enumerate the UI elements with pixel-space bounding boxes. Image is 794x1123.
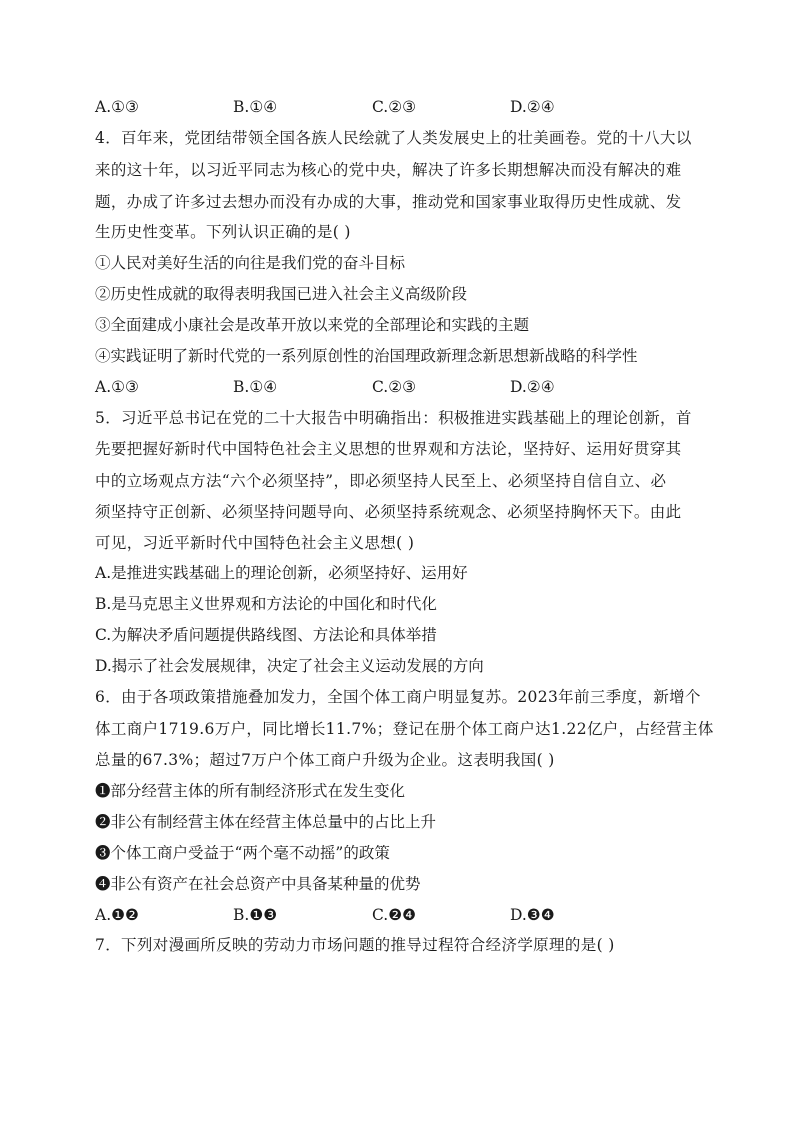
q3-option-a[interactable]: A.①③ [95, 98, 139, 116]
q5-choice-a[interactable]: A.是推进实践基础上的理论创新，必须坚持好、运用好 [95, 564, 468, 582]
q6-stem-line-2: 体工商户1719.6万户，同比增长11.7%；登记在册个体工商户达1.22亿户，占经营主体 [95, 720, 714, 738]
q5-choice-d[interactable]: D.揭示了社会发展规律，决定了社会主义运动发展的方向 [95, 657, 484, 675]
q4-option-a[interactable]: A.①③ [95, 378, 139, 396]
q6-statement-1: ❶部分经营主体的所有制经济形式在发生变化 [95, 782, 406, 800]
q6-option-a[interactable]: A.❶❷ [95, 906, 139, 924]
q4-stem-line-4: 生历史性变革。下列认识正确的是( ) [95, 223, 351, 241]
q4-stem-line-1: 4．百年来，党团结带领全国各族人民绘就了人类发展史上的壮美画卷。党的十八大以 [95, 129, 692, 147]
q3-options [0, 97, 794, 117]
q5-choice-c[interactable]: C.为解决矛盾问题提供路线图、方法论和具体举措 [95, 626, 437, 644]
q5-stem-line-4: 须坚持守正创新、必须坚持问题导向、必须坚持系统观念、必须坚持胸怀天下。由此 [95, 503, 682, 521]
q4-statement-4: ④实践证明了新时代党的一系列原创性的治国理政新理念新思想新战略的科学性 [95, 347, 638, 365]
q4-statement-2: ②历史性成就的取得表明我国已进入社会主义高级阶段 [95, 285, 468, 303]
q5-stem-line-2: 先要把握好新时代中国特色社会主义思想的世界观和方法论，坚持好、运用好贯穿其 [95, 440, 682, 458]
q4-stem-line-3: 题，办成了许多过去想办而没有办成的大事，推动党和国家事业取得历史性成就、发 [95, 193, 682, 211]
q6-option-d[interactable]: D.❸❹ [510, 906, 555, 924]
q5-stem-line-5: 可见，习近平新时代中国特色社会主义思想( ) [95, 534, 415, 552]
q4-option-d[interactable]: D.②④ [510, 378, 555, 396]
q4-option-c[interactable]: C.②③ [372, 378, 417, 396]
q5-stem-line-1: 5．习近平总书记在党的二十大报告中明确指出：积极推进实践基础上的理论创新，首 [95, 409, 692, 427]
q4-statement-3: ③全面建成小康社会是改革开放以来党的全部理论和实践的主题 [95, 316, 530, 334]
q6-stem-line-3: 总量的67.3%；超过7万户个体工商户升级为企业。这表明我国( ) [95, 751, 555, 769]
q5-choice-b[interactable]: B.是马克思主义世界观和方法论的中国化和时代化 [95, 595, 437, 613]
q6-option-c[interactable]: C.❷❹ [372, 906, 417, 924]
q7-stem-line-1: 7．下列对漫画所反映的劳动力市场问题的推导过程符合经济学原理的是( ) [95, 936, 615, 954]
q6-option-b[interactable]: B.❶❸ [233, 906, 278, 924]
q6-stem-line-1: 6．由于各项政策措施叠加发力，全国个体工商户明显复苏。2023年前三季度，新增个 [95, 688, 701, 706]
q5-stem-line-3: 中的立场观点方法“六个必须坚持”，即必须坚持人民至上、必须坚持自信自立、必 [95, 472, 667, 490]
q4-statement-1: ①人民对美好生活的向往是我们党的奋斗目标 [95, 254, 406, 272]
q6-options [0, 905, 794, 925]
q3-option-d[interactable]: D.②④ [510, 98, 555, 116]
q6-statement-3: ❸个体工商户受益于“两个毫不动摇”的政策 [95, 844, 390, 862]
q3-option-b[interactable]: B.①④ [233, 98, 278, 116]
q6-statement-2: ❷非公有制经营主体在经营主体总量中的占比上升 [95, 813, 437, 831]
q6-statement-4: ❹非公有资产在社会总资产中具备某种量的优势 [95, 875, 421, 893]
q4-options [0, 377, 794, 397]
q4-stem-line-2: 来的这十年，以习近平同志为核心的党中央，解决了许多长期想解决而没有解决的难 [95, 161, 682, 179]
q4-option-b[interactable]: B.①④ [233, 378, 278, 396]
q3-option-c[interactable]: C.②③ [372, 98, 417, 116]
